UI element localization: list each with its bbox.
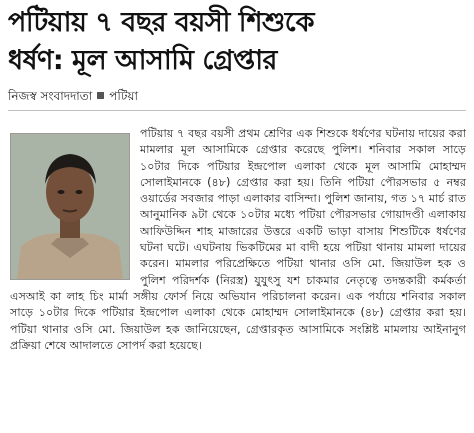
headline-line-2: ধর্ষণ: মূল আসামি গ্রেপ্তার: [8, 45, 277, 76]
byline-location: পটিয়া: [109, 89, 138, 103]
headline: [8, 4, 468, 80]
byline-reporter: নিজস্ব সংবাদদাতা: [8, 89, 93, 103]
headline-line-1: পটিয়ায় ৭ বছর বয়সী শিশুকে: [8, 7, 314, 38]
photo-spacer: [10, 126, 132, 278]
divider: [8, 110, 466, 111]
article-body: পটিয়ায় ৭ বছর বয়সী প্রথম শ্রেণির এক শিশুকে ধর্ষণের ঘটনায় দায়ের করা মামলার মূল আসামিকে গ্রেপ্তার করেছে পুলিশ। শনিবার সকাল সাড়ে ১০টার দিকে পটিয়ার ইন্দ্রপোল এলাকা থেকে মূল আসামি মোহাম্মদ সোলাইমানকে (৪৮) গ্রেপ্তার করা হয়। তিনি পটিয়া পৌরসভার ৫ নম্বর ওয়ার্ডের সবজার পাড়া এলাকার বাসিন্দা। পুলিশ জানায়, গত ১৭ মার্চ রাত আনুমানিক ৯টা থেকে ১০টার মধ্যে পটিয়া পৌরসভার গোয়াদণ্ডী এলাকায় আফিউদ্দিন শাহ মাজারের উত্তরে একটি ভাড়া বাসায় শিশুটিকে ধর্ষণের ঘটনা ঘটে। এঘটনায় ভিকটিমের মা বাদী হয়ে পটিয়া থানায় মামলা দায়ের করেন। মামলার পরিপ্রেক্ষিতে পটিয়া থানার ওসি মো. জিয়াউল হক ও পুলিশ পরিদর্শক (নিরস্ত্র) যুযুৎসু যশ চাকমার নেতৃত্বে তদন্তকারী কর্মকর্তা এসআই কা লাহ চিং মার্মা সঙ্গীয় ফোর্স নিয়ে অভিযান পরিচালনা করেন। এক পর্যায়ে শনিবার সকাল সাড়ে ১০টার দিকে পটিয়ার ইন্দ্রপোল এলাকা থেকে মোহাম্মদ সোলাইমানকে (৪৮) গ্রেপ্তার করা হয়। পটিয়া থানার ওসি মো. জিয়াউল হক জানিয়েছেন, গ্রেপ্তারকৃত আসামিকে সংশ্লিষ্ট মামলায় আইনানুগ প্রক্রিয়া শেষে আদালতে সোপর্দ করা হয়েছে।: [10, 127, 466, 352]
byline: [8, 86, 468, 106]
article-body-container: [10, 126, 466, 354]
square-bullet-icon: [97, 92, 104, 99]
